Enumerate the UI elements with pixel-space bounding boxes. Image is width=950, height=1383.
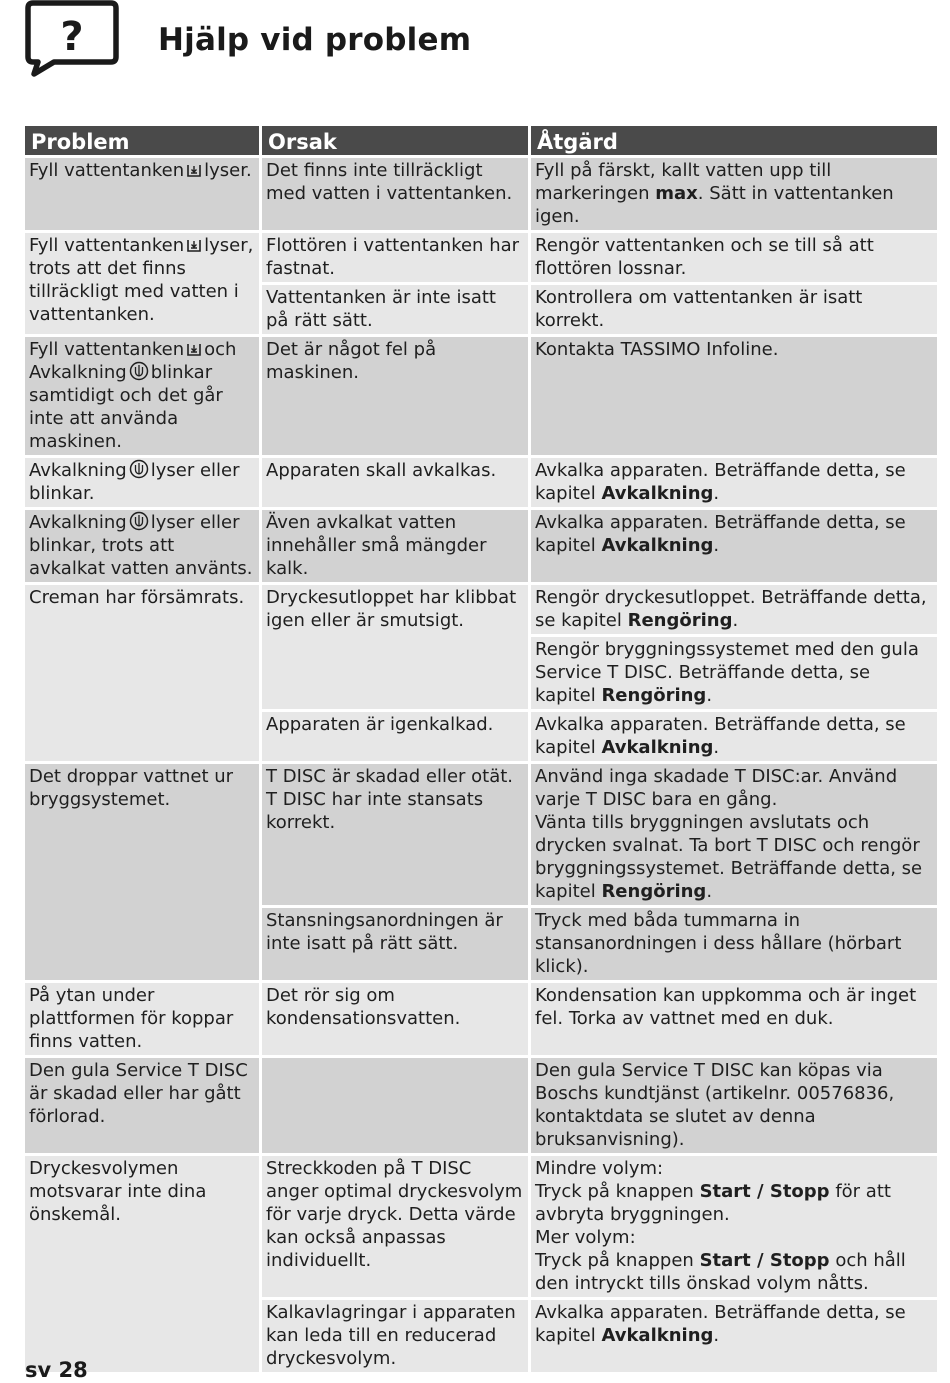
problem-cell: Den gula Service T DISC är skadad eller har gått förlorad.: [25, 1058, 259, 1153]
problem-cell: Avkalkning lyser eller blinkar.: [25, 458, 259, 507]
cause-cell: Dryckesutloppet har klibbat igen eller är smutsigt.: [262, 585, 528, 709]
language-code: sv: [25, 1358, 52, 1382]
cause-cell: Apparaten är igenkalkad.: [262, 712, 528, 761]
problem-cell: Fyll vattentanken lyser, trots att det finns tillräckligt med vatten i vattentanken.: [25, 233, 259, 334]
action-cell: Avkalka apparaten. Beträffande detta, se kapitel Avkalkning.: [531, 458, 937, 507]
header-problem: Problem: [25, 126, 259, 155]
table-row: [25, 983, 937, 1055]
action-cell: Kontakta TASSIMO Infoline.: [531, 337, 937, 455]
cause-cell: Det finns inte tillräckligt med vatten i vattentanken.: [262, 158, 528, 230]
page-footer: [25, 1358, 88, 1382]
action-cell: Mindre volym: Tryck på knappen Start / Stopp för att avbryta bryggningen. Mer volym: Tryck på knappen Start / Stopp och håll den intryckt tills önskad volym nåtts.: [531, 1156, 937, 1297]
page-title: Hjälp vid problem: [158, 22, 472, 58]
cause-cell: Stansningsanordningen är inte isatt på rätt sätt.: [262, 908, 528, 980]
table-row: [25, 158, 937, 230]
action-cell: Rengör dryckesutloppet. Beträffande detta, se kapitel Rengöring.: [531, 585, 937, 634]
table-row: [25, 764, 937, 905]
header-cause: Orsak: [262, 126, 528, 155]
cause-cell: Vattentanken är inte isatt på rätt sätt.: [262, 285, 528, 334]
cause-cell: [262, 1058, 528, 1153]
cause-cell: Apparaten skall avkalkas.: [262, 458, 528, 507]
action-cell: Rengör vattentanken och se till så att flottören lossnar.: [531, 233, 937, 282]
table-row: [25, 1156, 937, 1297]
problem-cell: Creman har försämrats.: [25, 585, 259, 761]
cause-cell: T DISC är skadad eller otät. T DISC har inte stansats korrekt.: [262, 764, 528, 905]
cause-cell: Kalkavlagringar i apparaten kan leda till en reducerad dryckesvolym.: [262, 1300, 528, 1372]
table-row: [25, 233, 937, 282]
action-cell: Den gula Service T DISC kan köpas via Boschs kundtjänst (artikelnr. 00576836, kontaktdata se slutet av denna bruksanvisning).: [531, 1058, 937, 1153]
descale-icon: [129, 511, 149, 531]
action-cell: Använd inga skadade T DISC:ar. Använd varje T DISC bara en gång. Vänta tills bryggningen avslutats och drycken svalnat. Ta bort T DISC och rengör bryggningssystemet. Beträffande detta, se kapitel Rengöring.: [531, 764, 937, 905]
water-tank-icon: [186, 237, 202, 254]
cause-cell: Det rör sig om kondensationsvatten.: [262, 983, 528, 1055]
cause-cell: Streckkoden på T DISC anger optimal dryckesvolym för varje dryck. Detta värde kan också anpassas individuellt.: [262, 1156, 528, 1297]
descale-icon: [129, 459, 149, 479]
cause-cell: Flottören i vattentanken har fastnat.: [262, 233, 528, 282]
header-action: Åtgärd: [531, 126, 937, 155]
svg-text:?: ?: [60, 14, 84, 60]
action-cell: Avkalka apparaten. Beträffande detta, se kapitel Avkalkning.: [531, 712, 937, 761]
cause-cell: Det är något fel på maskinen.: [262, 337, 528, 455]
action-cell: Rengör bryggningssystemet med den gula Service T DISC. Beträffande detta, se kapitel Rengöring.: [531, 637, 937, 709]
table-row: [25, 510, 937, 582]
problem-cell: På ytan under plattformen för koppar finns vatten.: [25, 983, 259, 1055]
problem-cell: Fyll vattentanken och Avkalkning blinkar samtidigt och det går inte att använda maskinen.: [25, 337, 259, 455]
table-row: [25, 1058, 937, 1153]
help-question-icon: [24, 0, 120, 78]
descale-icon: [129, 361, 149, 381]
table-row: [25, 458, 937, 507]
water-tank-icon: [186, 162, 202, 179]
action-cell: Kontrollera om vattentanken är isatt korrekt.: [531, 285, 937, 334]
problem-cell: Fyll vattentanken lyser.: [25, 158, 259, 230]
table-row: [25, 337, 937, 455]
cause-cell: Även avkalkat vatten innehåller små mängder kalk.: [262, 510, 528, 582]
table-row: [25, 585, 937, 634]
problem-cell: Det droppar vattnet ur bryggsystemet.: [25, 764, 259, 980]
action-cell: Avkalka apparaten. Beträffande detta, se kapitel Avkalkning.: [531, 510, 937, 582]
water-tank-icon: [186, 341, 202, 358]
page-number: 28: [58, 1358, 88, 1382]
action-cell: Tryck med båda tummarna in stansanordningen i dess hållare (hörbart klick).: [531, 908, 937, 980]
problem-cell: Avkalkning lyser eller blinkar, trots att avkalkat vatten använts.: [25, 510, 259, 582]
problem-cell: Dryckesvolymen motsvarar inte dina önskemål.: [25, 1156, 259, 1372]
action-cell: Avkalka apparaten. Beträffande detta, se kapitel Avkalkning.: [531, 1300, 937, 1372]
troubleshooting-table: [22, 123, 940, 1375]
action-cell: Fyll på färskt, kallt vatten upp till markeringen max. Sätt in vattentanken igen.: [531, 158, 937, 230]
table-header-row: [25, 126, 937, 155]
action-cell: Kondensation kan uppkomma och är inget fel. Torka av vattnet med en duk.: [531, 983, 937, 1055]
